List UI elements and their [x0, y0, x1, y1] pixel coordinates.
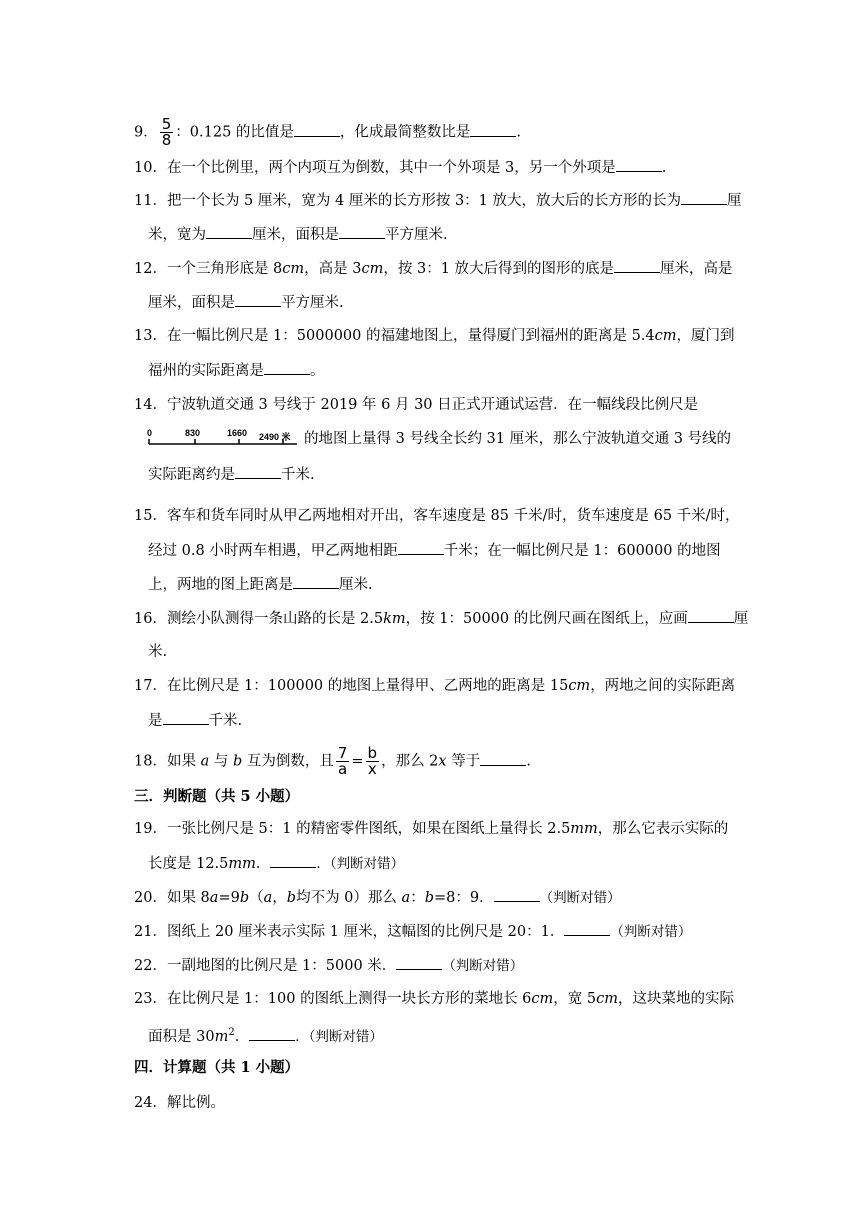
question-24 — [134, 1093, 734, 1113]
unit: cm — [596, 991, 618, 1007]
question-16 — [134, 608, 749, 629]
numerator: 7 — [337, 744, 348, 762]
variable: a — [200, 753, 210, 770]
text: 把一个长为 5 厘米，宽为 4 厘米的长方形按 3：1 放大，放大后的长方形的长为 — [166, 193, 682, 209]
answer-blank[interactable] — [249, 1026, 295, 1041]
text: 测绘小队测得一条山路的长是 2.5 — [166, 611, 384, 627]
variable: a — [263, 890, 273, 906]
text: 的地图上量得 3 号线全长约 31 厘米，那么宁波轨道交通 3 号线的 — [304, 431, 732, 447]
variable: a — [209, 890, 219, 906]
question-19 — [134, 819, 734, 839]
text: ： — [410, 890, 425, 906]
unit: cm — [361, 261, 384, 277]
answer-blank[interactable] — [294, 122, 340, 137]
text: ，厦门到 — [676, 328, 735, 344]
text: 客车和货车同时从甲乙两地相对开出，客车速度是 85 千米/时，货车速度是 65 千米/时， — [166, 508, 740, 524]
answer-blank[interactable] — [681, 190, 727, 205]
equals-sign: = — [351, 753, 364, 770]
answer-blank[interactable] — [339, 224, 385, 239]
question-14-line3 — [148, 464, 315, 485]
variable: b — [232, 753, 243, 770]
numerator: b — [367, 744, 378, 762]
text: ，高是 3 — [304, 261, 362, 277]
scale-label: 1660 — [227, 428, 248, 438]
fraction — [366, 746, 380, 777]
text: 平方厘米. — [281, 295, 344, 311]
text: （判断对错） — [610, 924, 692, 940]
text: ，按 1：50000 的比例尺画在图纸上，应画 — [405, 611, 688, 627]
question-11 — [134, 190, 742, 211]
text: . — [516, 124, 522, 141]
answer-blank[interactable] — [235, 464, 281, 479]
text: （判断对错） — [442, 958, 524, 974]
question-21 — [134, 921, 734, 942]
answer-blank[interactable] — [564, 921, 610, 936]
text: 千米. — [208, 713, 243, 729]
text: ，那么它表示实际的 — [597, 821, 729, 837]
question-12-line2 — [148, 292, 344, 313]
answer-blank[interactable] — [396, 955, 442, 970]
question-number: 9． — [134, 124, 158, 141]
text: 。 — [310, 363, 325, 379]
denominator: x — [367, 760, 377, 778]
text: 厘 — [727, 193, 742, 209]
answer-blank[interactable] — [480, 751, 526, 766]
question-15-line2 — [148, 540, 721, 561]
unit: cm — [531, 991, 554, 1007]
text: 一个三角形底是 8 — [166, 261, 283, 277]
text: ，化成最简整数比是 — [339, 124, 471, 141]
text: 均不为 0）那么 — [296, 890, 397, 906]
text: 厘 — [733, 611, 749, 627]
numerator: 5 — [161, 115, 172, 133]
superscript: 2 — [228, 1027, 235, 1038]
answer-blank[interactable] — [616, 157, 662, 172]
text: 米. — [148, 644, 168, 660]
scale-label: 0 — [147, 428, 153, 438]
question-number: 19． — [134, 821, 167, 837]
text: 在一幅比例尺是 1：5000000 的福建地图上，量得厦门到福州的距离是 5.4 — [166, 328, 655, 344]
text: ，宽 5 — [553, 991, 597, 1007]
unit: m — [214, 1028, 229, 1045]
text: （ — [249, 890, 264, 906]
question-11-line2 — [148, 224, 448, 245]
question-number: 22． — [134, 958, 167, 974]
question-number: 14． — [134, 397, 167, 413]
denominator: 8 — [161, 131, 172, 149]
question-13 — [134, 326, 734, 346]
question-number: 23． — [134, 991, 167, 1007]
question-number: 11． — [134, 193, 167, 209]
text: 互为倒数，且 — [246, 753, 334, 770]
question-number: 10． — [134, 160, 167, 176]
text: 厘米，面积是 — [148, 295, 235, 311]
text: 千米. — [281, 467, 315, 483]
question-18 — [134, 746, 734, 777]
text: . — [526, 753, 531, 770]
text: ，按 3：1 放大后得到的图形的底是 — [383, 261, 615, 277]
text: ， — [272, 890, 287, 906]
question-number: 20． — [134, 890, 167, 906]
text: 米，宽为 — [148, 227, 206, 243]
text: 福州的实际距离是 — [148, 363, 264, 379]
unit: km — [383, 611, 406, 627]
text: 厘米，高是 — [660, 261, 733, 277]
answer-blank[interactable] — [206, 224, 252, 239]
question-number: 12． — [134, 261, 167, 277]
unit: cm — [568, 678, 591, 694]
question-22 — [134, 955, 734, 976]
text: 是 — [148, 713, 163, 729]
text: 长度是 12.5 — [148, 856, 229, 872]
question-14 — [134, 395, 734, 415]
section-heading-judgement: 三．判断题（共 5 小题） — [134, 788, 300, 805]
question-15 — [134, 506, 740, 526]
variable: b — [424, 890, 434, 906]
question-23-line2 — [148, 1023, 383, 1047]
text: 解比例。 — [166, 1095, 225, 1111]
text: 面积是 30 — [148, 1028, 215, 1045]
question-20 — [134, 887, 734, 908]
text: （判断对错） — [539, 890, 621, 906]
line-scale-bar — [147, 426, 302, 452]
variable: a — [401, 890, 411, 906]
unit: cm — [282, 261, 305, 277]
text: 一副地图的比例尺是 1：5000 米． — [166, 958, 397, 974]
text: 厘米. — [339, 577, 373, 593]
text: =8：9． — [433, 890, 494, 906]
fraction — [336, 746, 350, 777]
answer-blank[interactable] — [264, 360, 310, 375]
text: ． — [234, 1028, 250, 1045]
scale-label: 830 — [185, 428, 201, 438]
text: 图纸上 20 厘米表示实际 1 厘米，这幅图的比例尺是 20：1． — [166, 924, 565, 940]
question-12 — [134, 258, 734, 279]
answer-blank[interactable] — [688, 608, 734, 623]
question-number: 24． — [134, 1095, 167, 1111]
text: 在一个比例里，两个内项互为倒数，其中一个外项是 3，另一个外项是 — [166, 160, 616, 176]
text: ．（判断对错） — [316, 856, 405, 872]
text: ． — [255, 856, 271, 872]
text: 一张比例尺是 5：1 的精密零件图纸，如果在图纸上量得长 2.5 — [166, 821, 571, 837]
question-23 — [134, 989, 734, 1009]
text: 等于 — [451, 753, 481, 770]
variable: b — [239, 890, 250, 906]
variable: b — [286, 890, 297, 906]
answer-blank[interactable] — [398, 540, 444, 555]
question-number: 17． — [134, 678, 167, 694]
text: 在比例尺是 1：100000 的地图上量得甲、乙两地的距离是 15 — [166, 678, 569, 694]
fraction — [160, 117, 174, 148]
question-14-line2 — [147, 426, 731, 452]
question-number: 21． — [134, 924, 167, 940]
text: 如果 8 — [166, 890, 210, 906]
question-15-line3 — [148, 574, 373, 595]
variable: x — [438, 753, 447, 770]
answer-blank[interactable] — [614, 258, 660, 273]
text: 如果 — [166, 753, 196, 770]
unit: mm — [570, 821, 598, 837]
question-16-line2 — [148, 642, 167, 662]
text: . — [661, 160, 667, 176]
question-19-line2 — [148, 853, 404, 874]
section-heading-calculation: 四．计算题（共 1 小题） — [134, 1059, 300, 1076]
answer-blank[interactable] — [470, 122, 516, 137]
question-17 — [134, 676, 734, 696]
question-number: 15． — [134, 508, 167, 524]
text: ，这块菜地的实际 — [618, 991, 734, 1007]
denominator: a — [338, 760, 348, 778]
unit: mm — [228, 856, 256, 872]
text: ，那么 2 — [381, 753, 439, 770]
unit: cm — [654, 328, 677, 344]
text: 平方厘米. — [385, 227, 448, 243]
answer-blank[interactable] — [163, 710, 209, 725]
text: 在比例尺是 1：100 的图纸上测得一块长方形的菜地长 6 — [166, 991, 532, 1007]
text: ，两地之间的实际距离 — [590, 678, 736, 694]
answer-blank[interactable] — [293, 574, 339, 589]
question-number: 13． — [134, 328, 167, 344]
text: 千米；在一幅比例尺是 1：600000 的地图 — [443, 543, 721, 559]
question-number: 18． — [134, 753, 167, 770]
text: 实际距离约是 — [148, 467, 235, 483]
question-9 — [134, 117, 734, 148]
text: ：0.125 的比值是 — [175, 124, 294, 141]
text: 经过 0.8 小时两车相遇，甲乙两地相距 — [148, 543, 398, 559]
text: 与 — [213, 753, 229, 770]
text: 厘米，面积是 — [252, 227, 339, 243]
text: =9 — [218, 890, 240, 906]
question-17-line2 — [148, 710, 242, 731]
answer-blank[interactable] — [494, 887, 540, 902]
question-10 — [134, 157, 734, 178]
scale-label: 2490 米 — [259, 432, 291, 442]
question-13-line2 — [148, 360, 325, 381]
text: ．（判断对错） — [295, 1028, 383, 1045]
answer-blank[interactable] — [270, 853, 316, 868]
text: 上，两地的图上距离是 — [148, 577, 293, 593]
text: 宁波轨道交通 3 号线于 2019 年 6 月 30 日正式开通试运营．在一幅线段比例尺是 — [166, 397, 699, 413]
answer-blank[interactable] — [235, 292, 281, 307]
question-number: 16． — [134, 611, 167, 627]
